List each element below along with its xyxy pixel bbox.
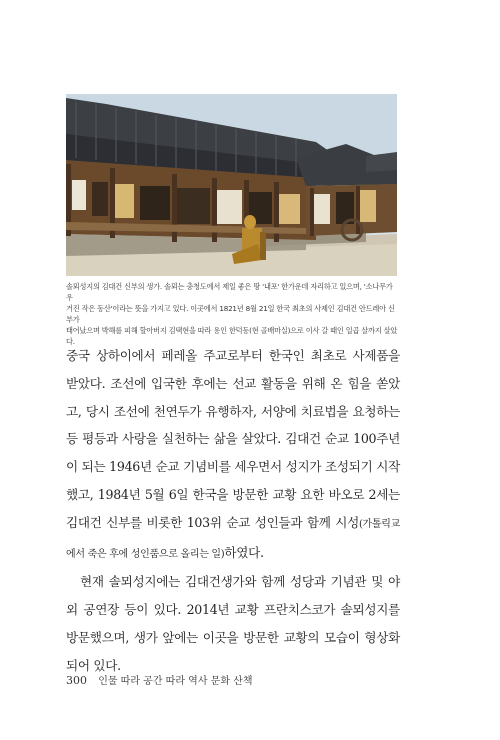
caption-line: 태어났으며 박해를 피해 할아버지 김택현을 따라 용인 한덕동(현 골배마실)으로 이사 갈 때인 일곱 살까지 살았다. xyxy=(66,326,398,346)
body-text xyxy=(66,342,400,680)
paragraph-1-end: 하였다. xyxy=(224,544,264,560)
caption-line: 거진 작은 동산'이라는 뜻을 가지고 있다. 이곳에서 1821년 8월 21일 한국 최초의 사제인 김대건 안드레아 신부가 xyxy=(66,304,395,324)
house-photo xyxy=(66,94,397,276)
book-title: 인물 따라 공간 따라 역사 문화 산책 xyxy=(98,676,253,687)
paragraph-1-main: 중국 상하이에서 페레올 주교로부터 한국인 최초로 사제품을 받았다. 조선에 입국한 후에는 선교 활동을 위해 온 힘을 쏟았고, 당시 조선에 천연두가 유행하자, 서양에 치료법을 요청하는 등 평등과 사랑을 실천하는 삶을 살았다. 김대건 순교 100주년이 되는 1946년 순교 기념비를 세우면서 성지가 조성되기 시작했고, 1984년 5월 6일 한국을 방문한 교황 요한 바오로 2세는 김대건 신부를 비롯한 103위 순교 성인들과 함께 시성 xyxy=(66,348,400,530)
caption-line: 솔뫼성지의 김대건 신부의 생가. 솔뫼는 충청도에서 제일 좋은 땅 '내포' 한가운데 자리하고 있으며, '소나무가 우 xyxy=(66,282,393,302)
paragraph-2: 현재 솔뫼성지에는 김대건생가와 함께 성당과 기념관 및 야외 공연장 등이 있다. 2014년 교황 프란치스코가 솔뫼성지를 방문했으며, 생가 앞에는 이곳을 방문한 교황의 모습이 형상화되어 있다. xyxy=(66,574,400,673)
page-number: 300 xyxy=(66,674,87,687)
page-footer xyxy=(66,672,253,687)
paragraph-1 xyxy=(66,342,400,568)
traditional-house-illustration xyxy=(66,94,397,276)
photo-caption xyxy=(66,281,400,347)
paragraph-1-note: (가톨릭교에서 죽은 후에 성인품으로 올리는 일) xyxy=(66,518,400,560)
